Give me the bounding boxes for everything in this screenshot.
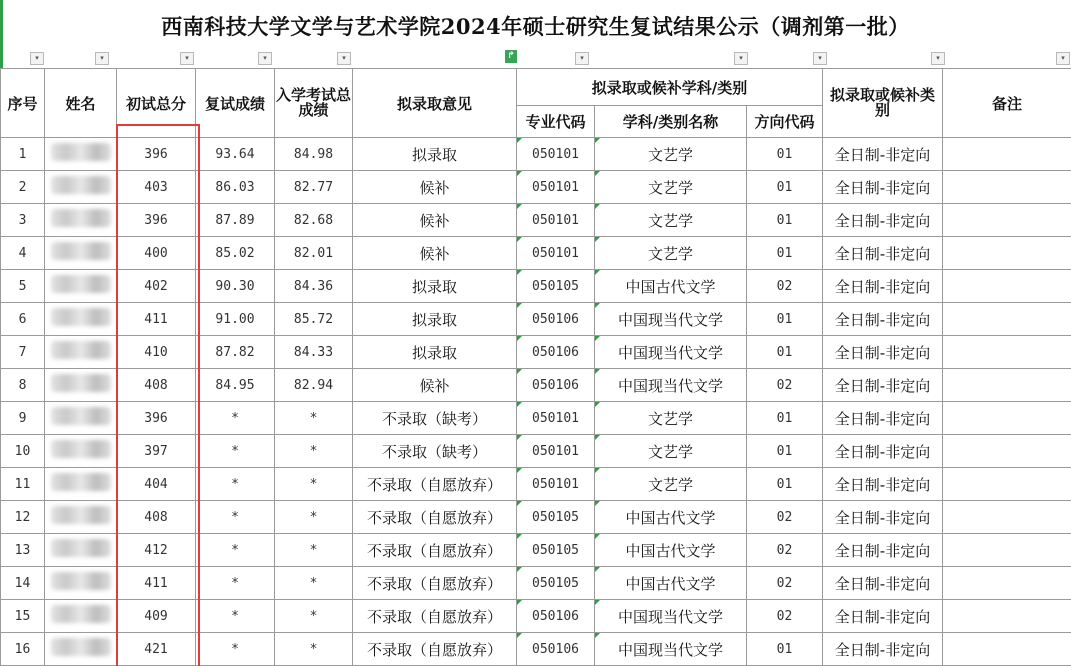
cell-admission-total[interactable]: 84.36 [275, 270, 353, 303]
redacted-name [51, 440, 111, 458]
cell-major-code[interactable]: 050101 [517, 237, 595, 270]
cell-category[interactable]: 全日制-非定向 [823, 567, 943, 600]
table-row [1, 435, 1071, 468]
filter-dropdown-icon[interactable]: ▾ [931, 52, 945, 65]
cell-seq[interactable]: 1 [1, 138, 45, 171]
redacted-name [51, 539, 111, 557]
spreadsheet-marker-icon: ↱ [505, 50, 517, 63]
cell-retest-score[interactable]: * [196, 435, 275, 468]
cell-seq[interactable]: 13 [1, 534, 45, 567]
cell-admission-total[interactable]: * [275, 534, 353, 567]
cell-admission-total[interactable]: 82.77 [275, 171, 353, 204]
header-remark: 备注 [943, 69, 1071, 138]
cell-retest-score[interactable]: * [196, 534, 275, 567]
cell-initial-total[interactable]: 396 [117, 138, 196, 171]
cell-seq[interactable]: 6 [1, 303, 45, 336]
cell-name[interactable] [45, 270, 117, 303]
redacted-name [51, 407, 111, 425]
cell-remark[interactable] [943, 600, 1071, 633]
filter-row [0, 52, 1071, 66]
cell-name[interactable] [45, 567, 117, 600]
cell-major-code[interactable]: 050101 [517, 138, 595, 171]
cell-initial-total[interactable]: 408 [117, 501, 196, 534]
header-initial-total: 初试总分 [117, 69, 196, 138]
cell-seq[interactable]: 7 [1, 336, 45, 369]
cell-opinion[interactable]: 拟录取 [353, 336, 517, 369]
cell-seq[interactable]: 4 [1, 237, 45, 270]
cell-major-code[interactable]: 050101 [517, 435, 595, 468]
cell-initial-total[interactable]: 411 [117, 567, 196, 600]
cell-major-code[interactable]: 050101 [517, 468, 595, 501]
cell-subject-name[interactable]: 中国古代文学 [595, 270, 747, 303]
cell-direction-code[interactable]: 01 [747, 237, 823, 270]
cell-seq[interactable]: 8 [1, 369, 45, 402]
cell-opinion[interactable]: 不录取（自愿放弃） [353, 633, 517, 666]
cell-name[interactable] [45, 336, 117, 369]
cell-retest-score[interactable]: 84.95 [196, 369, 275, 402]
cell-admission-total[interactable]: * [275, 435, 353, 468]
cell-direction-code[interactable]: 02 [747, 534, 823, 567]
cell-remark[interactable] [943, 402, 1071, 435]
cell-retest-score[interactable]: 85.02 [196, 237, 275, 270]
cell-opinion[interactable]: 候补 [353, 204, 517, 237]
cell-opinion[interactable]: 不录取（缺考） [353, 435, 517, 468]
cell-remark[interactable] [943, 633, 1071, 666]
table-row [1, 534, 1071, 567]
header-category: 拟录取或候补类别 [823, 69, 943, 138]
cell-seq[interactable]: 16 [1, 633, 45, 666]
cell-subject-name[interactable]: 中国古代文学 [595, 501, 747, 534]
cell-retest-score[interactable]: 93.64 [196, 138, 275, 171]
table-row [1, 501, 1071, 534]
cell-opinion[interactable]: 拟录取 [353, 270, 517, 303]
cell-retest-score[interactable]: 87.89 [196, 204, 275, 237]
cell-remark[interactable] [943, 138, 1071, 171]
cell-remark[interactable] [943, 237, 1071, 270]
cell-opinion[interactable]: 候补 [353, 369, 517, 402]
table-row [1, 237, 1071, 270]
cell-subject-name[interactable]: 文艺学 [595, 468, 747, 501]
cell-initial-total[interactable]: 409 [117, 600, 196, 633]
cell-name[interactable] [45, 534, 117, 567]
cell-name[interactable] [45, 369, 117, 402]
cell-seq[interactable]: 2 [1, 171, 45, 204]
cell-admission-total[interactable]: 84.98 [275, 138, 353, 171]
cell-category[interactable]: 全日制-非定向 [823, 402, 943, 435]
cell-remark[interactable] [943, 534, 1071, 567]
cell-major-code[interactable]: 050105 [517, 501, 595, 534]
cell-subject-name[interactable]: 中国现当代文学 [595, 369, 747, 402]
redacted-name [51, 242, 111, 260]
redacted-name [51, 275, 111, 293]
cell-retest-score[interactable]: 90.30 [196, 270, 275, 303]
cell-admission-total[interactable]: 82.94 [275, 369, 353, 402]
cell-category[interactable]: 全日制-非定向 [823, 633, 943, 666]
cell-subject-name[interactable]: 文艺学 [595, 171, 747, 204]
cell-subject-name[interactable]: 中国古代文学 [595, 534, 747, 567]
cell-initial-total[interactable]: 410 [117, 336, 196, 369]
cell-initial-total[interactable]: 403 [117, 171, 196, 204]
cell-remark[interactable] [943, 204, 1071, 237]
cell-direction-code[interactable]: 02 [747, 369, 823, 402]
cell-opinion[interactable]: 不录取（缺考） [353, 402, 517, 435]
cell-retest-score[interactable]: * [196, 633, 275, 666]
table-row [1, 270, 1071, 303]
table-row [1, 336, 1071, 369]
cell-initial-total[interactable]: 402 [117, 270, 196, 303]
page-title: 西南科技大学文学与艺术学院2024年硕士研究生复试结果公示（调剂第一批） [161, 14, 910, 39]
cell-seq[interactable]: 9 [1, 402, 45, 435]
redacted-name [51, 143, 111, 161]
cell-opinion[interactable]: 不录取（自愿放弃） [353, 534, 517, 567]
redacted-name [51, 341, 111, 359]
cell-direction-code[interactable]: 02 [747, 270, 823, 303]
table-row [1, 204, 1071, 237]
cell-name[interactable] [45, 468, 117, 501]
filter-dropdown-icon[interactable]: ▾ [180, 52, 194, 65]
cell-admission-total[interactable]: * [275, 468, 353, 501]
cell-seq[interactable]: 14 [1, 567, 45, 600]
cell-opinion[interactable]: 候补 [353, 237, 517, 270]
cell-direction-code[interactable]: 02 [747, 501, 823, 534]
cell-initial-total[interactable]: 411 [117, 303, 196, 336]
header-subject-group: 拟录取或候补学科/类别 [517, 69, 823, 106]
cell-remark[interactable] [943, 501, 1071, 534]
cell-subject-name[interactable]: 文艺学 [595, 435, 747, 468]
cell-remark[interactable] [943, 336, 1071, 369]
cell-remark[interactable] [943, 435, 1071, 468]
cell-subject-name[interactable]: 文艺学 [595, 237, 747, 270]
cell-remark[interactable] [943, 468, 1071, 501]
cell-category[interactable]: 全日制-非定向 [823, 270, 943, 303]
cell-subject-name[interactable]: 中国现当代文学 [595, 633, 747, 666]
table-row [1, 633, 1071, 666]
cell-direction-code[interactable]: 01 [747, 204, 823, 237]
cell-name[interactable] [45, 303, 117, 336]
cell-category[interactable]: 全日制-非定向 [823, 468, 943, 501]
cell-direction-code[interactable]: 02 [747, 567, 823, 600]
cell-name[interactable] [45, 138, 117, 171]
cell-major-code[interactable]: 050101 [517, 171, 595, 204]
cell-retest-score[interactable]: 91.00 [196, 303, 275, 336]
cell-direction-code[interactable]: 01 [747, 138, 823, 171]
header-name: 姓名 [45, 69, 117, 138]
cell-opinion[interactable]: 候补 [353, 171, 517, 204]
cell-category[interactable]: 全日制-非定向 [823, 204, 943, 237]
cell-category[interactable]: 全日制-非定向 [823, 138, 943, 171]
cell-retest-score[interactable]: * [196, 468, 275, 501]
cell-major-code[interactable]: 050101 [517, 402, 595, 435]
redacted-name [51, 473, 111, 491]
cell-direction-code[interactable]: 01 [747, 402, 823, 435]
cell-remark[interactable] [943, 171, 1071, 204]
cell-opinion[interactable]: 不录取（自愿放弃） [353, 468, 517, 501]
header-opinion: 拟录取意见 [353, 69, 517, 138]
cell-major-code[interactable]: 050105 [517, 567, 595, 600]
cell-initial-total[interactable]: 404 [117, 468, 196, 501]
cell-category[interactable]: 全日制-非定向 [823, 303, 943, 336]
cell-opinion[interactable]: 拟录取 [353, 303, 517, 336]
cell-category[interactable]: 全日制-非定向 [823, 336, 943, 369]
filter-dropdown-icon[interactable]: ▾ [1056, 52, 1070, 65]
cell-category[interactable]: 全日制-非定向 [823, 237, 943, 270]
cell-retest-score[interactable]: * [196, 567, 275, 600]
header-retest-score: 复试成绩 [196, 69, 275, 138]
cell-remark[interactable] [943, 567, 1071, 600]
filter-dropdown-icon[interactable]: ▾ [734, 52, 748, 65]
cell-seq[interactable]: 15 [1, 600, 45, 633]
filter-dropdown-icon[interactable]: ▾ [813, 52, 827, 65]
header-seq: 序号 [1, 69, 45, 138]
cell-initial-total[interactable]: 408 [117, 369, 196, 402]
cell-initial-total[interactable]: 412 [117, 534, 196, 567]
cell-admission-total[interactable]: * [275, 633, 353, 666]
cell-initial-total[interactable]: 396 [117, 402, 196, 435]
cell-major-code[interactable]: 050106 [517, 369, 595, 402]
table-row [1, 468, 1071, 501]
cell-subject-name[interactable]: 中国现当代文学 [595, 600, 747, 633]
cell-major-code[interactable]: 050106 [517, 303, 595, 336]
redacted-name [51, 638, 111, 656]
cell-subject-name[interactable]: 文艺学 [595, 204, 747, 237]
cell-name[interactable] [45, 501, 117, 534]
cell-category[interactable]: 全日制-非定向 [823, 600, 943, 633]
cell-major-code[interactable]: 050106 [517, 336, 595, 369]
cell-direction-code[interactable]: 01 [747, 468, 823, 501]
cell-remark[interactable] [943, 270, 1071, 303]
cell-admission-total[interactable]: * [275, 600, 353, 633]
cell-name[interactable] [45, 237, 117, 270]
table-row [1, 567, 1071, 600]
cell-initial-total[interactable]: 397 [117, 435, 196, 468]
results-table [0, 68, 1071, 666]
header-subject-name: 学科/类别名称 [595, 106, 747, 138]
cell-opinion[interactable]: 不录取（自愿放弃） [353, 567, 517, 600]
cell-seq[interactable]: 12 [1, 501, 45, 534]
redacted-name [51, 209, 111, 227]
cell-direction-code[interactable]: 01 [747, 435, 823, 468]
cell-remark[interactable] [943, 303, 1071, 336]
cell-seq[interactable]: 3 [1, 204, 45, 237]
cell-direction-code[interactable]: 02 [747, 600, 823, 633]
cell-major-code[interactable]: 050106 [517, 633, 595, 666]
cell-direction-code[interactable]: 01 [747, 336, 823, 369]
table-row [1, 402, 1071, 435]
cell-seq[interactable]: 11 [1, 468, 45, 501]
filter-dropdown-icon[interactable]: ▾ [30, 52, 44, 65]
cell-direction-code[interactable]: 01 [747, 633, 823, 666]
cell-major-code[interactable]: 050106 [517, 600, 595, 633]
table-row [1, 600, 1071, 633]
redacted-name [51, 572, 111, 590]
cell-admission-total[interactable]: * [275, 402, 353, 435]
redacted-name [51, 308, 111, 326]
cell-retest-score[interactable]: 87.82 [196, 336, 275, 369]
cell-category[interactable]: 全日制-非定向 [823, 534, 943, 567]
cell-category[interactable]: 全日制-非定向 [823, 369, 943, 402]
cell-admission-total[interactable]: 82.01 [275, 237, 353, 270]
header-major-code: 专业代码 [517, 106, 595, 138]
cell-retest-score[interactable]: * [196, 600, 275, 633]
cell-category[interactable]: 全日制-非定向 [823, 501, 943, 534]
cell-initial-total[interactable]: 421 [117, 633, 196, 666]
cell-subject-name[interactable]: 中国现当代文学 [595, 303, 747, 336]
cell-major-code[interactable]: 050101 [517, 204, 595, 237]
cell-direction-code[interactable]: 01 [747, 303, 823, 336]
filter-dropdown-icon[interactable]: ▾ [258, 52, 272, 65]
filter-dropdown-icon[interactable]: ▾ [95, 52, 109, 65]
cell-admission-total[interactable]: * [275, 501, 353, 534]
cell-admission-total[interactable]: 85.72 [275, 303, 353, 336]
cell-major-code[interactable]: 050105 [517, 270, 595, 303]
cell-initial-total[interactable]: 400 [117, 237, 196, 270]
cell-retest-score[interactable]: * [196, 402, 275, 435]
cell-admission-total[interactable]: * [275, 567, 353, 600]
cell-category[interactable]: 全日制-非定向 [823, 435, 943, 468]
redacted-name [51, 605, 111, 623]
table-row [1, 138, 1071, 171]
cell-opinion[interactable]: 不录取（自愿放弃） [353, 501, 517, 534]
cell-subject-name[interactable]: 中国现当代文学 [595, 336, 747, 369]
table-row [1, 369, 1071, 402]
cell-subject-name[interactable]: 文艺学 [595, 138, 747, 171]
cell-admission-total[interactable]: 84.33 [275, 336, 353, 369]
header-direction-code: 方向代码 [747, 106, 823, 138]
cell-name[interactable] [45, 204, 117, 237]
cell-opinion[interactable]: 拟录取 [353, 138, 517, 171]
filter-dropdown-icon[interactable]: ▾ [575, 52, 589, 65]
table-body [1, 138, 1071, 666]
cell-name[interactable] [45, 600, 117, 633]
cell-admission-total[interactable]: 82.68 [275, 204, 353, 237]
cell-name[interactable] [45, 633, 117, 666]
cell-name[interactable] [45, 435, 117, 468]
cell-subject-name[interactable]: 中国古代文学 [595, 567, 747, 600]
cell-remark[interactable] [943, 369, 1071, 402]
cell-category[interactable]: 全日制-非定向 [823, 171, 943, 204]
cell-name[interactable] [45, 171, 117, 204]
table-row [1, 171, 1071, 204]
redacted-name [51, 176, 111, 194]
table-row [1, 303, 1071, 336]
filter-dropdown-icon[interactable]: ▾ [337, 52, 351, 65]
cell-seq[interactable]: 5 [1, 270, 45, 303]
cell-direction-code[interactable]: 01 [747, 171, 823, 204]
cell-opinion[interactable]: 不录取（自愿放弃） [353, 600, 517, 633]
cell-subject-name[interactable]: 文艺学 [595, 402, 747, 435]
cell-seq[interactable]: 10 [1, 435, 45, 468]
redacted-name [51, 506, 111, 524]
header-admission-total: 入学考试总成绩 [275, 69, 353, 138]
cell-name[interactable] [45, 402, 117, 435]
cell-initial-total[interactable]: 396 [117, 204, 196, 237]
cell-retest-score[interactable]: 86.03 [196, 171, 275, 204]
cell-major-code[interactable]: 050105 [517, 534, 595, 567]
cell-retest-score[interactable]: * [196, 501, 275, 534]
redacted-name [51, 374, 111, 392]
